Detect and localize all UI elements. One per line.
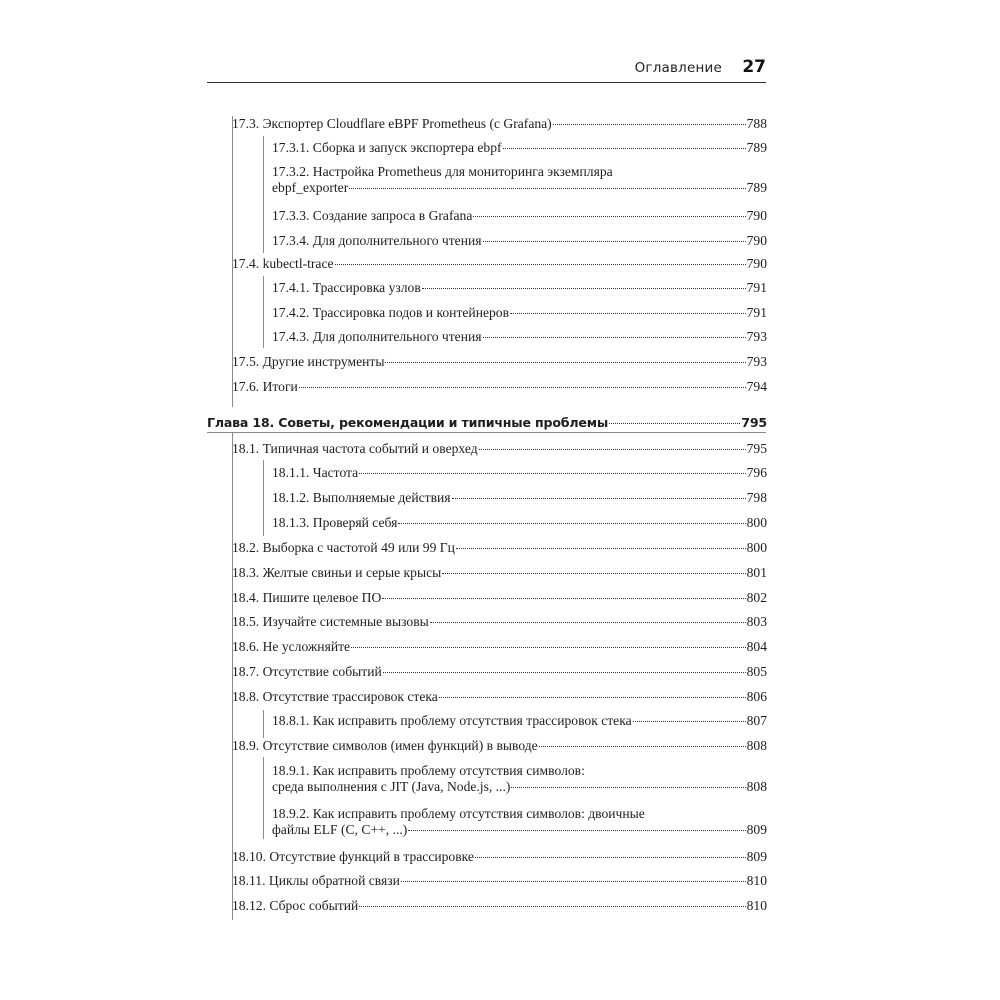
toc-entry-page: 808 — [746, 779, 767, 794]
toc-entry-page: 791 — [746, 305, 767, 320]
dot-leader — [422, 288, 746, 289]
page-number: 27 — [742, 57, 766, 77]
dot-leader — [299, 387, 746, 388]
dot-leader — [430, 622, 746, 623]
dot-leader — [442, 573, 745, 574]
toc-entry[interactable] — [272, 806, 767, 838]
dot-leader — [503, 148, 746, 149]
toc-entry[interactable] — [272, 490, 767, 506]
toc-entry-title: 18.12. Сброс событий — [232, 898, 359, 913]
toc-entry-page: 810 — [746, 873, 767, 888]
toc-entry-title: 17.3. Экспортер Cloudflare eBPF Prometheus (с Grafana) — [232, 116, 552, 131]
toc-entry[interactable] — [232, 256, 767, 272]
dot-leader — [475, 857, 746, 858]
dot-leader — [382, 598, 745, 599]
toc-entry-page: 809 — [746, 849, 767, 864]
toc-entry[interactable] — [232, 540, 767, 556]
toc-entry-title: 18.11. Циклы обратной связи — [232, 873, 400, 888]
toc-entry-title: среда выполнения с JIT (Java, Node.js, ...) — [272, 779, 511, 794]
toc-entry-page: 794 — [746, 379, 767, 394]
toc-entry[interactable] — [272, 280, 767, 296]
toc-entry[interactable] — [272, 233, 767, 249]
toc-entry-title: 17.3.4. Для дополнительного чтения — [272, 233, 482, 248]
dot-leader — [335, 264, 746, 265]
toc-entry-title: 17.6. Итоги — [232, 379, 298, 394]
dot-leader — [479, 449, 746, 450]
dot-leader — [383, 672, 746, 673]
toc-entry-page: 807 — [746, 713, 767, 728]
dot-leader — [385, 362, 745, 363]
toc-entry[interactable] — [272, 713, 767, 729]
toc-entry-title: 18.4. Пишите целевое ПО — [232, 590, 382, 605]
dot-leader — [408, 830, 745, 831]
dot-leader — [483, 337, 746, 338]
dot-leader — [452, 498, 746, 499]
toc-entry-title: 18.2. Выборка с частотой 49 или 99 Гц — [232, 540, 455, 555]
toc-entry-page: 810 — [746, 898, 767, 913]
toc-entry[interactable] — [272, 208, 767, 224]
toc-entry-title: 18.5. Изучайте системные вызовы — [232, 614, 429, 629]
toc-entry-title: 18.8.1. Как исправить проблему отсутствия трассировок стека — [272, 713, 632, 728]
toc-entry[interactable] — [232, 873, 767, 889]
toc-entry-page: 806 — [746, 689, 767, 704]
toc-entry[interactable] — [232, 849, 767, 865]
toc-entry-title: 18.3. Желтые свиньи и серые крысы — [232, 565, 442, 580]
toc-entry-title: 18.1. Типичная частота событий и оверхед — [232, 441, 478, 456]
toc-entry[interactable] — [232, 565, 767, 581]
toc-entry[interactable] — [232, 379, 767, 395]
dot-leader — [609, 423, 740, 424]
toc-entry[interactable] — [232, 738, 767, 754]
toc-entry[interactable] — [272, 305, 767, 321]
toc-entry-title: 17.4.1. Трассировка узлов — [272, 280, 421, 295]
toc-entry-page: 805 — [746, 664, 767, 679]
toc-entry[interactable] — [232, 898, 767, 914]
toc-entry-page: 808 — [746, 738, 767, 753]
toc-entry-title: 18.6. Не усложняйте — [232, 639, 351, 654]
toc-entry-page: 800 — [746, 515, 767, 530]
dot-leader — [359, 906, 745, 907]
toc-entry-title: 17.3.1. Сборка и запуск экспортера ebpf — [272, 140, 502, 155]
subsection-guide-line — [263, 276, 264, 348]
toc-chapter-entry[interactable] — [207, 415, 767, 431]
toc-entry-title: 18.8. Отсутствие трассировок стека — [232, 689, 438, 704]
subsection-guide-line — [263, 460, 264, 536]
toc-entry[interactable] — [232, 639, 767, 655]
dot-leader — [349, 188, 745, 189]
toc-entry-title: 17.4.3. Для дополнительного чтения — [272, 329, 482, 344]
toc-entry-page: 804 — [746, 639, 767, 654]
toc-entry-page: 793 — [746, 354, 767, 369]
dot-leader — [483, 241, 746, 242]
toc-entry-title: 17.4. kubectl-trace — [232, 256, 334, 271]
toc-entry-page: 800 — [746, 540, 767, 555]
dot-leader — [456, 548, 746, 549]
dot-leader — [633, 721, 746, 722]
toc-entry[interactable] — [232, 689, 767, 705]
subsection-guide-line — [263, 710, 264, 738]
toc-entry-page: 789 — [746, 140, 767, 155]
toc-entry[interactable] — [272, 515, 767, 531]
toc-entry-title: 17.4.2. Трассировка подов и контейнеров — [272, 305, 510, 320]
toc-entry-title: 18.10. Отсутствие функций в трассировке — [232, 849, 474, 864]
toc-entry-page: 801 — [746, 565, 767, 580]
toc-entry-title-line1: 18.9.2. Как исправить проблему отсутствия символов: двоичные — [272, 806, 645, 821]
toc-entry-title: файлы ELF (C, C++, ...) — [272, 822, 408, 837]
toc-entry[interactable] — [272, 329, 767, 345]
dot-leader — [539, 746, 746, 747]
dot-leader — [439, 697, 746, 698]
toc-entry[interactable] — [232, 614, 767, 630]
toc-entry-title: 17.5. Другие инструменты — [232, 354, 385, 369]
toc-entry-title-line1: 17.3.2. Настройка Prometheus для мониторинга экземпляра — [272, 164, 613, 179]
toc-entry-page: 790 — [746, 233, 767, 248]
toc-entry-page: 788 — [746, 116, 767, 131]
dot-leader — [473, 216, 745, 217]
toc-entry-title: 18.9. Отсутствие символов (имен функций) в выводе — [232, 738, 538, 753]
toc-entry-page: 802 — [746, 590, 767, 605]
dot-leader — [401, 881, 746, 882]
toc-entry-page: 795 — [746, 441, 767, 456]
toc-entry-title: 18.1.2. Выполняемые действия — [272, 490, 451, 505]
running-header-title: Оглавление — [634, 60, 722, 76]
subsection-guide-line — [263, 136, 264, 253]
toc-entry[interactable] — [232, 590, 767, 606]
toc-entry[interactable] — [232, 116, 767, 132]
toc-entry-page: 809 — [746, 822, 767, 837]
dot-leader — [510, 313, 746, 314]
toc-entry-title: 18.1.1. Частота — [272, 465, 359, 480]
toc-entry[interactable] — [272, 140, 767, 156]
dot-leader — [398, 523, 745, 524]
dot-leader — [553, 124, 746, 125]
toc-entry-page: 796 — [746, 465, 767, 480]
dot-leader — [359, 473, 745, 474]
toc-entry-title: 18.1.3. Проверяй себя — [272, 515, 398, 530]
toc-entry-page: 791 — [746, 280, 767, 295]
dot-leader — [511, 787, 745, 788]
toc-chapter-title: Глава 18. Советы, рекомендации и типичные проблемы — [207, 415, 609, 430]
toc-entry-page: 803 — [746, 614, 767, 629]
dot-leader — [351, 647, 746, 648]
toc-entry[interactable] — [232, 664, 767, 680]
toc-entry[interactable] — [272, 465, 767, 481]
toc-entry-page: 789 — [746, 180, 767, 195]
toc-entry[interactable] — [232, 354, 767, 370]
toc-entry-page: 798 — [746, 490, 767, 505]
chapter-underline — [207, 432, 766, 433]
toc-entry-page: 793 — [746, 329, 767, 344]
toc-entry[interactable] — [272, 164, 767, 196]
toc-entry-title: 18.7. Отсутствие событий — [232, 664, 382, 679]
toc-entry-page: 790 — [746, 208, 767, 223]
toc-chapter-page: 795 — [741, 415, 767, 430]
subsection-guide-line — [263, 757, 264, 839]
toc-entry[interactable] — [272, 763, 767, 795]
toc-entry-title-line1: 18.9.1. Как исправить проблему отсутствия символов: — [272, 763, 585, 778]
toc-entry-page: 790 — [746, 256, 767, 271]
toc-entry[interactable] — [232, 441, 767, 457]
toc-entry-title: ebpf_exporter — [272, 180, 349, 195]
toc-entry-title: 17.3.3. Создание запроса в Grafana — [272, 208, 473, 223]
